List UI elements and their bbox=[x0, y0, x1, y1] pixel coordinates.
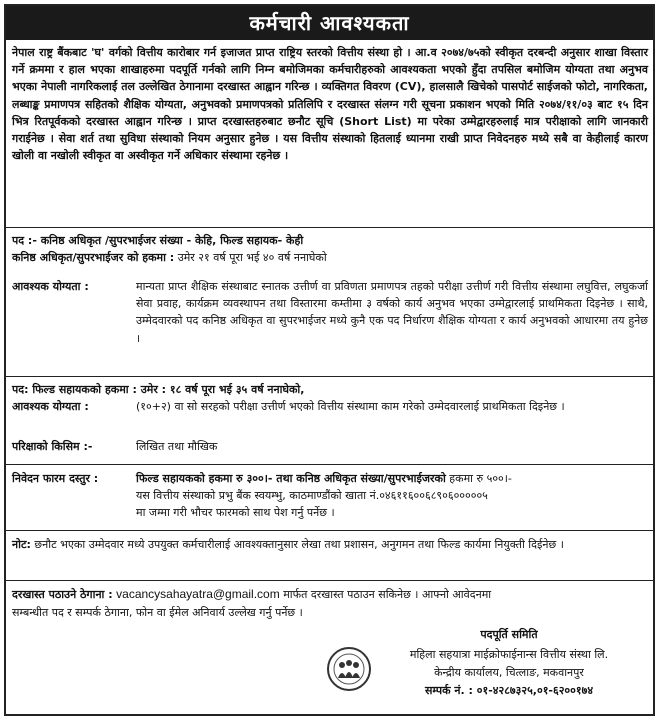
email-link[interactable]: vacancysahayatra@gmail.com bbox=[116, 587, 280, 601]
note-text: छनौट भएका उम्मेदवार मध्ये उपयुक्त कर्मचारीलाई आवश्यक्तानुसार लेखा तथा प्रशासन, अनुगमन तथा फिल्ड कार्यमा नियुक्ती दिईनेछ । bbox=[30, 538, 564, 551]
exam-type-text: लिखित तथा मौखिक bbox=[136, 440, 218, 453]
exam-type-label: परिक्षाको किसिम :- bbox=[12, 440, 93, 453]
committee-title: पदपूर्ति समिति bbox=[480, 628, 538, 641]
field-qual-text: (१०+२) वा सो सरहको परीक्षा उत्तीर्ण भएको वित्तीय संस्थामा काम गरेको उम्मेदवारलाई प्राथमिकता दिइनेछ । bbox=[136, 400, 565, 413]
divider bbox=[6, 376, 653, 377]
note-label: नोट: bbox=[12, 538, 31, 551]
fee-label: निवेदन फारम दस्तुर : bbox=[12, 472, 99, 485]
org-office: केन्द्रीय कार्यालय, चित्लाङ, मकवानपुर bbox=[434, 666, 584, 679]
fee-field-text: फिल्ड सहायकको हकमा रु ३००।- तथा bbox=[136, 472, 297, 485]
divider bbox=[6, 227, 653, 228]
address-label: दरखास्त पठाउने ठेगाना : bbox=[12, 588, 113, 601]
address-line-2: सम्बन्धीत पद र सम्पर्क ठेगाना, फोन वा ईमेल अनिवार्य उल्लेख गर्नु पर्नेछ । bbox=[12, 606, 303, 619]
note-paragraph bbox=[12, 536, 648, 553]
notice-title: कर्मचारी आवश्यकता bbox=[6, 6, 653, 40]
vacancy-notice bbox=[4, 4, 655, 716]
posts-line: पद :- कनिष्ठ अधिकृत /सुपरभाईजर संख्या - केहि, फिल्ड सहायक- केही bbox=[12, 234, 304, 247]
intro-paragraph: नेपाल राष्ट्र बैंकबाट 'घ' वर्गको वित्तीय कारोबार गर्न इजाजत प्राप्त राष्ट्रिय स्तरको वित्तीय संस्था हो । आ.व २०७४/७५को स्वीकृत दरबन्दी अनुसार शाखा विस्तार गर्ने क्रममा र हाल भएका शाखाहरुमा पदपूर्ति गर्नको लागि निम्न बमोजिमका कर्मचारीहरुको आवश्यकता भएको हुँदा तपसिल बमोजिम योग्यता तथा अनुभव भएका नेपाली नागरिकलाई तल उल्लेखित ठेगानामा दरखास्त आह्वान गरिन्छ । व्यक्तिगत विवरण (CV), हालसालै खिचेको पासपोर्ट साईजको फोटो, नागरिकता, लब्धाङ्क प्रमाणपत्र सहितको शैक्षिक योग्यता, अनुभवको प्रमाणपत्रको प्रतिलिपि र दरखास्त संलग्न गरी सूचना प्रकाशन भएको मिति २०७४/११/०३ बाट १५ दिन भित्र रितपूर्वकको दरखास्त आह्वान गरिन्छ । प्राप्त दरखास्तहरुबाट छनौट सूचि (Short List) मा परेका उम्मेद्वारहरुलाई मात्र परीक्षाको लागि जानकारी गराईनेछ । सेवा शर्त तथा सुविधा संस्थाको नियम अनुसार हुनेछ । यस वित्तीय संस्थाको हितलाई ध्यानमा राखी प्राप्त निवेदनहरु मध्ये सबै वा केहीलाई कारण खोली वा नखोली स्वीकृत वा अस्वीकृत गर्ने अधिकार संस्थामा रहनेछ । bbox=[12, 46, 648, 163]
officer-qual-text: मान्यता प्राप्त शैक्षिक संस्थाबाट स्नातक उत्तीर्ण वा प्रविणता प्रमाणपत्र तहको परीक्षा उत्तीर्ण गरी वित्तीय संस्थामा लघुवित्त, लघुकर्जा सेवा प्रवाह, कार्यक्रम व्यवस्थापन तथा विस्तारमा कम्तीमा ३ वर्षको कार्य अनुभव भएका उम्मेद्वारलाई प्राथमिकता दिइनेछ । साथै, उम्मेदवारको पद कनिष्ठ अधिकृत वा सुपरभाईजर मध्ये कुनै एक पद निर्धारण शैक्षिक योग्यता र कार्य अनुभवको आधारमा तय हुनेछ । bbox=[136, 280, 648, 345]
field-age-line: पद: फिल्ड सहायकको हकमा : उमेर : १८ वर्ष पूरा भई ३५ वर्ष ननाघेको, bbox=[12, 383, 305, 396]
address-line-1 bbox=[12, 586, 648, 603]
mahila-sahayatra-logo-icon bbox=[326, 646, 372, 692]
fee-account-line: यस वित्तीय संस्थाको प्रभु बैंक स्वयम्भु, काठमाण्डौंको खाता नं.०४६११६००६८९०६०००००५ bbox=[136, 489, 488, 502]
field-qual-label: आवश्यक योग्यता : bbox=[12, 400, 89, 413]
officer-age-text: उमेर २१ वर्ष पूरा भई ४० वर्ष ननाघेको bbox=[174, 251, 327, 264]
officer-qual-label: आवश्यक योग्यता : bbox=[12, 280, 89, 293]
divider bbox=[6, 580, 653, 581]
address-text-1: मार्फत दरखास्त पठाउन सकिनेछ । आफ्नो आवेदनमा bbox=[279, 588, 492, 601]
fee-officer-text: हकमा रु ५००।- bbox=[445, 472, 512, 485]
fee-submit-line: मा जम्मा गरी भौचर फारमको साथ पेश गर्नु पर्नेछ । bbox=[136, 506, 335, 519]
org-contact: सम्पर्क नं. : ०१-४२८७३२५,०१-६२००१७४ bbox=[424, 684, 594, 697]
officer-age-line bbox=[12, 249, 648, 266]
fee-line-1 bbox=[136, 470, 648, 487]
org-name: महिला सहयात्रा माईक्रोफाईनान्स वित्तीय संस्था लि. bbox=[409, 648, 609, 661]
fee-officer-label: कनिष्ठ अधिकृत संख्या/सुपरभाईजरको bbox=[296, 472, 446, 485]
divider bbox=[6, 464, 653, 465]
divider bbox=[6, 530, 653, 531]
officer-age-label: कनिष्ठ अधिकृत/सुपरभाईजर को हकमा : bbox=[12, 251, 175, 264]
